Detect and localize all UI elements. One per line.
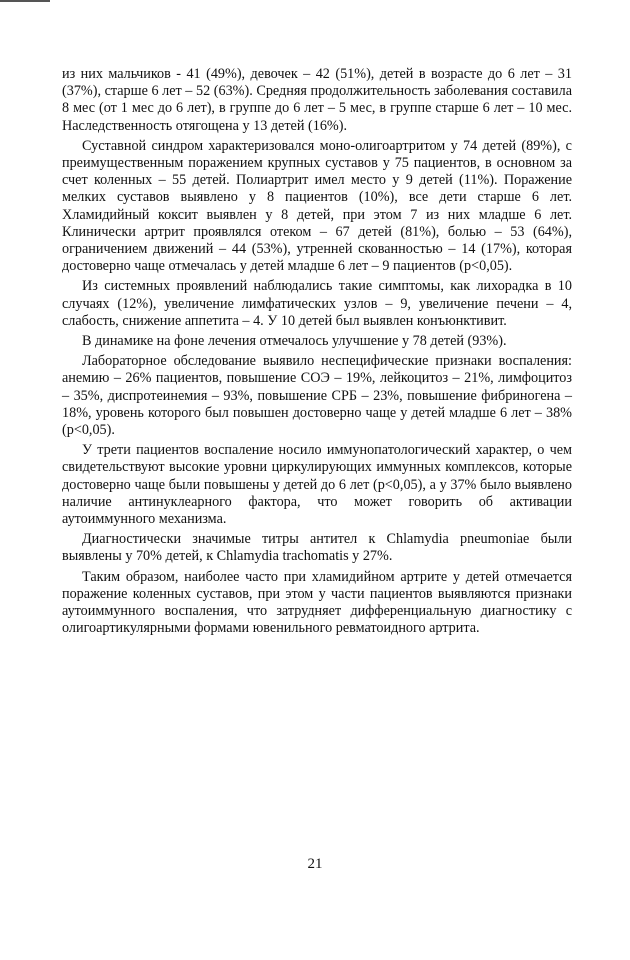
paragraph-immunopathology: У трети пациентов воспаление носило иммунопатологический характер, о чем свидетельствуют высокие уровни циркулирующих иммунных комплексов, которые достоверно чаще были повышены у детей до 6 лет (p<0,05), а у 37% было выявлено наличие антинуклеарного фактора, что может говорить об активации аутоиммунного механизма. [62,442,572,528]
scan-edge-mark [0,0,50,2]
paragraph-joint-syndrome: Суставной синдром характеризовался моно-олигоартритом у 74 детей (89%), с преимущественным поражением крупных суставов у 75 пациентов, в основном за счет коленных – 55 детей. Полиартрит имел место у 9 детей (11%). Поражение мелких суставов выявлено у 8 пациентов (10%), все дети старше 6 лет. Хламидийный коксит выявлен у 8 детей, при этом 7 из них младше 6 лет. Клинически артрит проявлялся отеком – 67 детей (81%), болью – 53 (64%), ограничением движений – 44 (53%), утренней скованностью – 14 (17%), которая достоверно чаще отмечалась у детей младше 6 лет – 9 пациентов (p<0,05). [62,137,572,275]
page-number: 21 [307,856,323,872]
paragraph-patients: из них мальчиков - 41 (49%), девочек – 42 (51%), детей в возрасте до 6 лет – 31 (37%), старше 6 лет – 52 (63%). Средняя продолжительность заболевания составила 8 мес (от 1 мес до 6 лет), в группе до 6 лет – 5 мес, в группе старше 6 лет – 10 мес. Наследственность отягощена у 13 детей (16%). [62,66,572,134]
paragraph-antibodies: Диагностически значимые титры антител к Chlamydia pneumoniae были выявлены у 70% детей, к Chlamydia trachomatis у 27%. [62,531,572,565]
paragraph-systemic: Из системных проявлений наблюдались такие симптомы, как лихорадка в 10 случаях (12%), увеличение лимфатических узлов – 9, увеличение печени – 4, слабость, снижение аппетита – 4. У 10 детей был выявлен конъюнктивит. [62,278,572,329]
article-body [62,66,572,641]
paragraph-conclusion: Таким образом, наиболее часто при хламидийном артрите у детей отмечается поражение коленных суставов, при этом у части пациентов выявляются признаки аутоиммунного воспаления, что затрудняет дифференциальную диагностику с олигоартикулярными формами ювенильного ревматоидного артрита. [62,568,572,637]
paragraph-dynamics: В динамике на фоне лечения отмечалось улучшение у 78 детей (93%). [82,333,507,350]
paragraph-laboratory: Лабораторное обследование выявило неспецифические признаки воспаления: анемию – 26% пациентов, повышение СОЭ – 19%, лейкоцитоз – 21%, лимфоцитоз – 35%, диспротеинемия – 93%, повышение СРБ – 23%, повышение фибриногена – 18%, уровень которого был повышен достоверно чаще у детей младше 6 лет – 38% (p<0,05). [62,353,572,439]
